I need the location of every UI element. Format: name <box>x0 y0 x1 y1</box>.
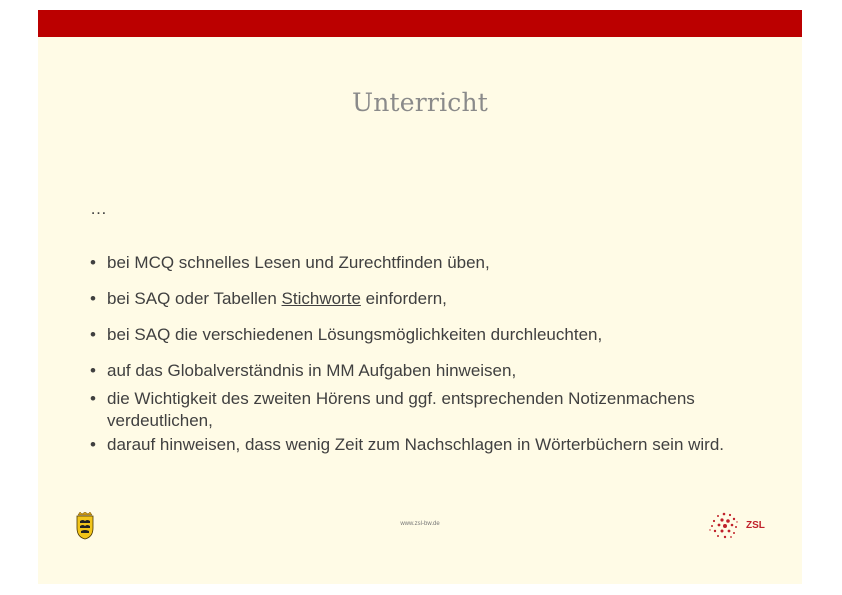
bullet-text: einfordern, <box>360 289 447 308</box>
bullet-item <box>90 324 790 346</box>
bullet-item <box>90 360 790 382</box>
bullet-item <box>90 388 790 432</box>
bullet-list <box>90 252 790 456</box>
slide-title: Unterricht <box>351 88 489 117</box>
bullet-text: bei MCQ schnelles Lesen und Zurechtfinden üben, <box>107 253 490 272</box>
bullet-item <box>90 252 790 274</box>
footer-url: www.zsl-bw.de <box>400 521 440 527</box>
bullet-text: auf das Globalverständnis in MM Aufgaben hinweisen, <box>107 361 517 380</box>
slide <box>38 10 802 584</box>
bullet-text: die Wichtigkeit des zweiten Hörens und ggf. entsprechenden Notizenmachens verdeutlichen, <box>107 389 695 430</box>
bullet-item <box>90 434 790 456</box>
bullet-item <box>90 288 790 310</box>
top-banner <box>38 10 802 37</box>
bullet-text: bei SAQ die verschiedenen Lösungsmöglichkeiten durchleuchten, <box>107 325 603 344</box>
zsl-logo-text: ZSL <box>746 520 765 531</box>
stichworte-underlined: Stichworte <box>281 289 361 308</box>
bullet-text: darauf hinweisen, dass wenig Zeit zum Nachschlagen in Wörterbüchern sein wird. <box>107 435 725 454</box>
ellipsis-text: … <box>90 199 107 218</box>
bullet-text: bei SAQ oder Tabellen <box>107 289 282 308</box>
